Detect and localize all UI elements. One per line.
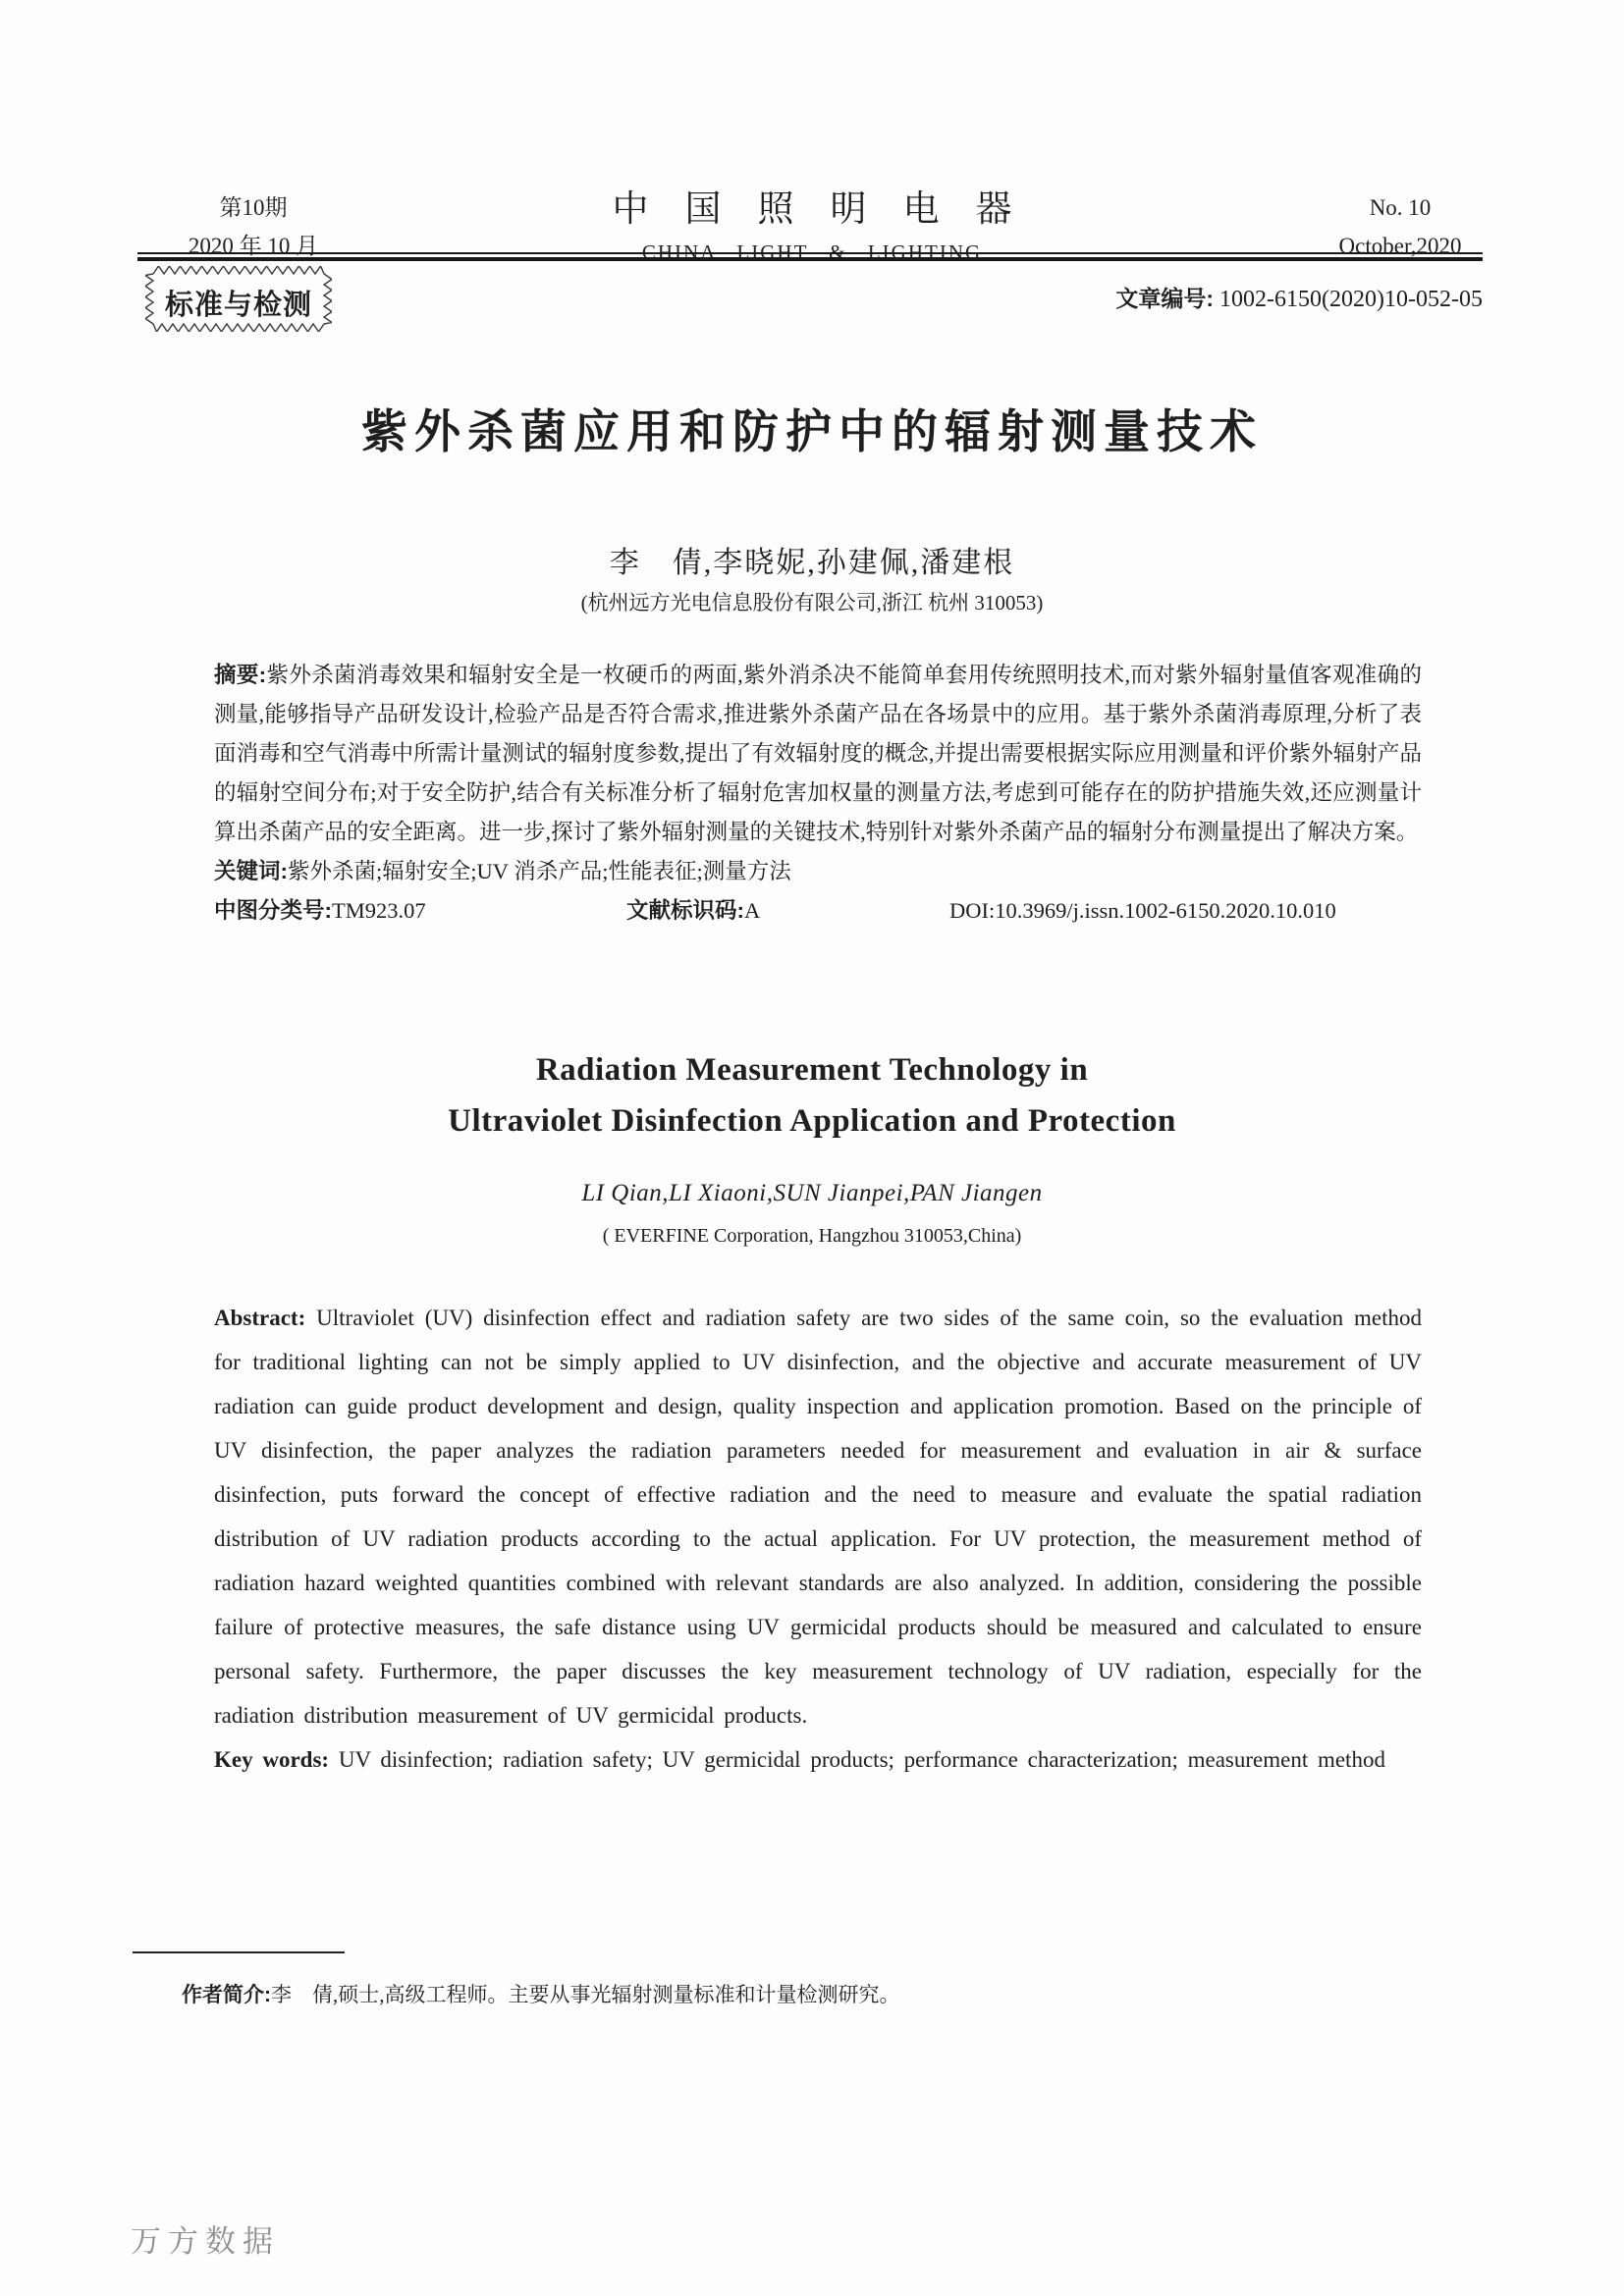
- issue-number-cn: 第10期: [219, 195, 288, 220]
- article-title-en-line2: Ultraviolet Disinfection Application and Protection: [448, 1103, 1176, 1139]
- keywords-text-cn: 紫外杀菌;辐射安全;UV 消杀产品;性能表征;测量方法: [288, 859, 791, 883]
- affiliation-cn: (杭州远方光电信息股份有限公司,浙江 杭州 310053): [580, 591, 1044, 614]
- article-number-value: 1002-6150(2020)10-052-05: [1219, 287, 1483, 312]
- clc-value: TM923.07: [332, 898, 426, 923]
- column-badge: [145, 266, 332, 332]
- clc-label: 中图分类号:: [214, 898, 332, 923]
- abstract-block-cn: [214, 656, 1422, 931]
- keywords-en: [214, 1737, 1422, 1782]
- authors-en: LI Qian,LI Xiaoni,SUN Jianpei,PAN Jiangen: [581, 1180, 1043, 1206]
- meta-row: [214, 891, 1422, 931]
- abstract-text-en: Ultraviolet (UV) disinfection effect and radiation safety are two sides of the same coin, so the evaluation method for traditional lighting can not be simply applied to UV disinfection, and the objective and accurate measurement of UV radiation can guide product development and design, quality inspection and application promotion. Based on the principle of UV disinfection, the paper analyzes the radiation parameters needed for measurement and evaluation in air & surface disinfection, puts forward the concept of effective radiation and the need to measure and evaluate the spatial radiation distribution of UV radiation products according to the actual application. For UV protection, the measurement method of radiation hazard weighted quantities combined with relevant standards are also analyzed. In addition, considering the possible failure of protective measures, the safe distance using UV germicidal products should be measured and calculated to ensure personal safety. Furthermore, the paper discusses the key measurement technology of UV radiation, especially for the radiation distribution measurement of UV germicidal products.: [214, 1306, 1423, 1728]
- article-title-en-line1: Radiation Measurement Technology in: [535, 1052, 1089, 1088]
- author-bio: [182, 1979, 900, 2008]
- watermark: 万方数据: [131, 2224, 280, 2259]
- doc-code-field: [626, 891, 949, 931]
- issue-date-en: October,2020: [1338, 234, 1462, 258]
- doc-code-label: 文献标识码:: [626, 898, 744, 923]
- column-badge-label: 标准与检测: [164, 290, 312, 321]
- article-title-cn: 紫外杀菌应用和防护中的辐射测量技术: [361, 405, 1263, 457]
- clc-field: [214, 891, 626, 931]
- footnote-divider: [133, 1951, 345, 1953]
- header-divider: [137, 252, 1483, 261]
- abstract-label-en: Abstract:: [214, 1306, 306, 1330]
- article-number-label: 文章编号:: [1115, 286, 1215, 311]
- abstract-text-cn: 紫外杀菌消毒效果和辐射安全是一枚硬币的两面,紫外消杀决不能简单套用传统照明技术,而对紫外辐射量值客观准确的测量,能够指导产品研发设计,检验产品是否符合需求,推进紫外杀菌产品在各场景中的应用。基于紫外杀菌消毒原理,分析了表面消毒和空气消毒中所需计量测试的辐射度参数,提出了有效辐射度的概念,并提出需要根据实际应用测量和评价紫外辐射产品的辐射空间分布;对于安全防护,结合有关标准分析了辐射危害加权量的测量方法,考虑到可能存在的防护措施失效,还应测量计算出杀菌产品的安全距离。进一步,探讨了紫外辐射测量的关键技术,特别针对紫外杀菌产品的辐射分布测量提出了解决方案。: [214, 663, 1422, 844]
- abstract-cn: [214, 656, 1422, 852]
- author-bio-label: 作者简介:: [182, 1984, 271, 2006]
- article-number: [1115, 281, 1483, 313]
- affiliation-en: ( EVERFINE Corporation, Hangzhou 310053,China): [602, 1225, 1022, 1247]
- author-bio-text: 李 倩,硕士,高级工程师。主要从事光辐射测量标准和计量检测研究。: [271, 1983, 900, 2006]
- abstract-en: [214, 1296, 1422, 1737]
- doi-field: [949, 891, 1422, 931]
- keywords-label-cn: 关键词:: [214, 859, 288, 883]
- abstract-block-en: [214, 1296, 1422, 1782]
- article-title-en: [0, 1044, 1624, 1147]
- keywords-cn: [214, 852, 1422, 891]
- keywords-label-en: Key words:: [214, 1747, 330, 1772]
- doi-value: 10.3969/j.issn.1002-6150.2020.10.010: [995, 898, 1336, 923]
- doc-code-value: A: [744, 898, 761, 923]
- doi-label: DOI:: [949, 898, 996, 923]
- issue-number-en: No. 10: [1369, 195, 1432, 220]
- abstract-label-cn: 摘要:: [214, 663, 267, 687]
- journal-title-en: CHINA LIGHT & LIGHTING: [641, 240, 983, 264]
- authors-cn: 李 倩,李晓妮,孙建佩,潘建根: [609, 547, 1015, 579]
- keywords-text-en: UV disinfection; radiation safety; UV germicidal products; performance characterization; measurement method: [338, 1747, 1385, 1772]
- issue-date-cn: 2020 年 10 月: [188, 234, 319, 258]
- journal-title-cn: 中国照明电器: [612, 189, 1049, 230]
